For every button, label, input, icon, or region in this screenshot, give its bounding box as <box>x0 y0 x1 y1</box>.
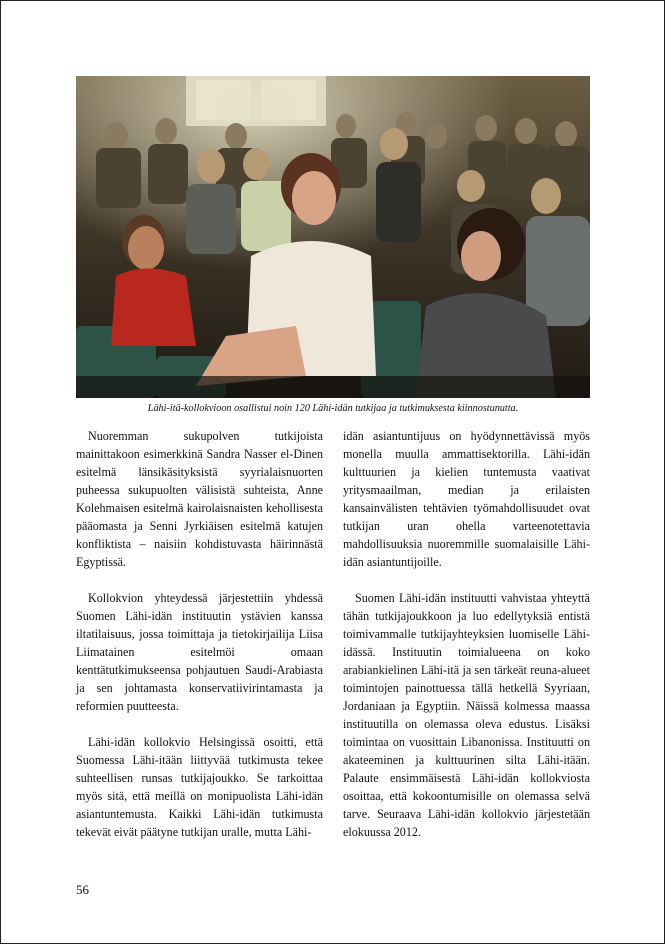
photo-caption: Lähi-itä-kollokvioon osallistui noin 120 Lähi-idän tutkijaa ja tutkimuksesta kiinnostunutta. <box>147 403 519 414</box>
paragraph: Nuoremman sukupolven tutkijoista mainittakoon esimerkkinä Sandra Nasser el-Dinen esitelmä länsikäsityksistä syyrialaisnuorten puheessa sukupuolten välisistä suhteista, Anne Kolehmaisen esitelmä kairolaisnaisten kehollisesta pääomasta ja Senni Jyrkiäisen esitelmä katujen konfliktista – naisiin kohdistuvasta häirinnästä Egyptissä. <box>76 429 323 569</box>
paragraph: Suomen Lähi-idän instituutti vahvistaa yhteyttä tähän tutkijajoukkoon ja luo edellytyksiä entistä toimivammalle tutkijayhteyksien luomiselle Lähi-idässä. Instituutin toimialueena on koko arabiankielinen Lähi-itä ja sen tärkeät reuna-alueet toimintojen painottuessa tällä hetkellä Syyriaan, Jordaniaan ja Egyptiin. Näissä kolmessa maassa instituutilla on olemassa oleva edustus. Lisäksi toimintaa on vuosittain Libanonissa. Instituutti on akateeminen ja kulttuurinen silta Lähi-itään. Palaute ensimmäisestä Lähi-idän kollokviosta osoittaa, että kokoontumisille on olemassa selvä tarve. Seuraava Lähi-idän kollokvio järjestetään elokuussa 2012. <box>343 591 590 839</box>
left-column <box>76 427 323 841</box>
right-column <box>343 427 590 841</box>
paragraph: Lähi-idän kollokvio Helsingissä osoitti, että Suomessa Lähi-itään liittyvää tutkimusta tekee suhteellisen runsas tutkijajoukko. Se tarkoittaa myös sitä, että meillä on monipuolista Lähi-idän asiantuntemusta. Kaikki Lähi-idän tutkimusta tekevät eivät päätyne tutkijan uralle, mutta Lähi- <box>76 735 323 839</box>
paragraph: Kollokvion yhteydessä järjestettiin yhdessä Suomen Lähi-idän instituutin ystävien kanssa iltatilaisuus, jossa toimittaja ja tietokirjailija Liisa Liimatainen esitelmöi omaan kenttätutkimukseensa pohjautuen Saudi-Arabiasta ja sen johtamasta konservatiivirintamasta ja reformien puutteesta. <box>76 591 323 713</box>
audience-photo <box>76 76 590 398</box>
paragraph: idän asiantuntijuus on hyödynnettävissä myös monella muulla ammattisektorilla. Lähi-idän kulttuurien ja kielien tuntemusta vaativat yritysmaailman, median ja erilaisten kansainvälisten tehtävien työmahdollisuudet ovat tutkijan uran ohella varteenotettavia mahdollisuuksia nuoremmille suomalaisille Lähi-idän asiantuntijoille. <box>343 429 590 569</box>
page-number: 56 <box>76 882 89 897</box>
